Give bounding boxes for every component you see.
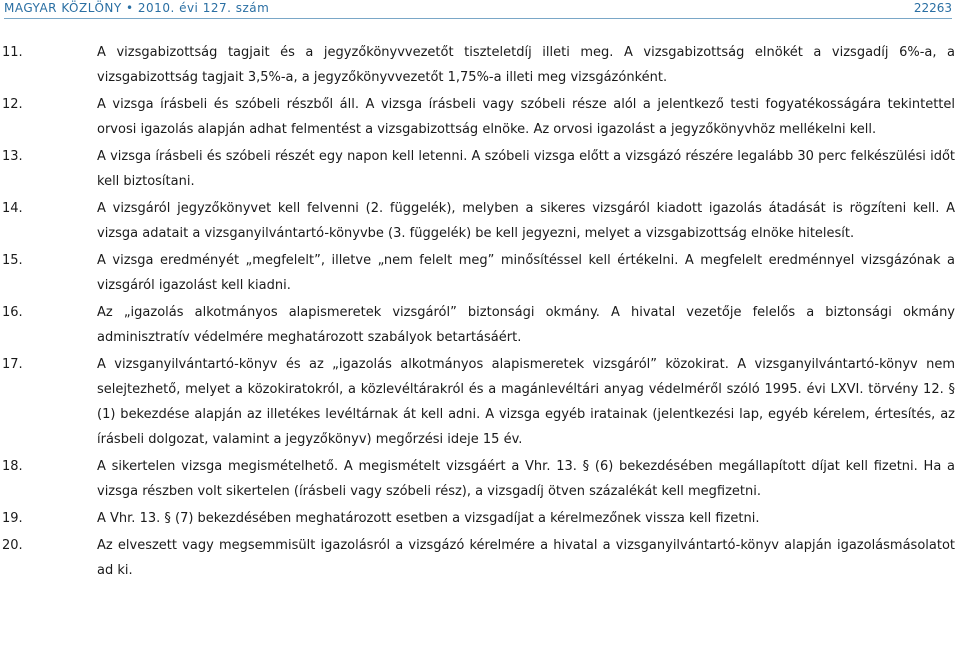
journal-title: MAGYAR KÖZLÖNY • 2010. évi 127. szám <box>4 1 270 15</box>
item-text: Az elveszett vagy megsemmisült igazolásról a vizsgázó kérelmére a hivatal a vizsganyilvántartó-könyv alapján igazolásmásolatot ad ki. <box>97 538 955 578</box>
list-item <box>0 300 960 350</box>
item-number: 15. <box>2 253 23 268</box>
numbered-paragraph-list <box>0 40 960 585</box>
item-number: 18. <box>2 459 23 474</box>
item-number: 14. <box>2 201 23 216</box>
list-item <box>0 533 960 583</box>
list-item <box>0 454 960 504</box>
item-text: A sikertelen vizsga megismételhető. A megismételt vizsgáért a Vhr. 13. § (6) bekezdésében megállapított díjat kell fizetni. Ha a vizsga részben volt sikertelen (írásbeli vagy szóbeli rész), a vizsgadíj ötven százalékát kell megfizetni. <box>97 459 955 499</box>
list-item <box>0 144 960 194</box>
item-text: A vizsga írásbeli és szóbeli részből áll. A vizsga írásbeli vagy szóbeli része alól a jelentkező testi fogyatékosságára tekintettel orvosi igazolás alapján adhat felmentést a vizsgabizottság elnöke. Az orvosi igazolást a jegyzőkönyvhöz mellékelni kell. <box>97 97 955 137</box>
item-text: A vizsganyilvántartó-könyv és az „igazolás alkotmányos alapismeretek vizsgáról” közokirat. A vizsganyilvántartó-könyv nem selejtezhető, melyet a közokiratokról, a közlevéltárakról és a magánlevéltári anyag védelméről szóló 1995. évi LXVI. törvény 12. § (1) bekezdése alapján az illetékes levéltárnak át kell adni. A vizsga egyéb iratainak (jelentkezési lap, egyéb kérelem, értesítés, az írásbeli dolgozat, valamint a jegyzőkönyv) megőrzési ideje 15 év. <box>97 357 955 447</box>
page-header <box>4 0 952 19</box>
item-number: 12. <box>2 97 23 112</box>
item-text: Az „igazolás alkotmányos alapismeretek vizsgáról” biztonsági okmány. A hivatal vezetője felelős a biztonsági okmány adminisztratív védelmére meghatározott szabályok betartásáért. <box>97 305 955 345</box>
list-item <box>0 92 960 142</box>
item-number: 17. <box>2 357 23 372</box>
list-item <box>0 196 960 246</box>
item-text: A Vhr. 13. § (7) bekezdésében meghatározott esetben a vizsgadíjat a kérelmezőnek vissza kell fizetni. <box>97 511 760 526</box>
item-number: 19. <box>2 511 23 526</box>
item-text: A vizsgabizottság tagjait és a jegyzőkönyvvezetőt tiszteletdíj illeti meg. A vizsgabizottság elnökét a vizsgadíj 6%-a, a vizsgabizottság tagjait 3,5%-a, a jegyzőkönyvvezetőt 1,75%-a illeti meg vizsgázónként. <box>97 45 955 85</box>
item-text: A vizsga írásbeli és szóbeli részét egy napon kell letenni. A szóbeli vizsga előtt a vizsgázó részére legalább 30 perc felkészülési időt kell biztosítani. <box>97 149 955 189</box>
list-item <box>0 352 960 452</box>
item-number: 16. <box>2 305 23 320</box>
list-item <box>0 40 960 90</box>
item-number: 11. <box>2 45 23 60</box>
item-text: A vizsga eredményét „megfelelt”, illetve „nem felelt meg” minősítéssel kell értékelni. A megfelelt eredménnyel vizsgázónak a vizsgáról igazolást kell kiadni. <box>97 253 955 293</box>
list-item <box>0 248 960 298</box>
list-item <box>0 506 960 531</box>
page-number: 22263 <box>913 1 952 15</box>
item-number: 20. <box>2 538 23 553</box>
item-text: A vizsgáról jegyzőkönyvet kell felvenni (2. függelék), melyben a sikeres vizsgáról kiadott igazolás átadását is rögzíteni kell. A vizsga adatait a vizsganyilvántartó-könyvbe (3. függelék) be kell jegyezni, melyet a vizsgabizottság elnöke hitelesít. <box>97 201 955 241</box>
item-number: 13. <box>2 149 23 164</box>
